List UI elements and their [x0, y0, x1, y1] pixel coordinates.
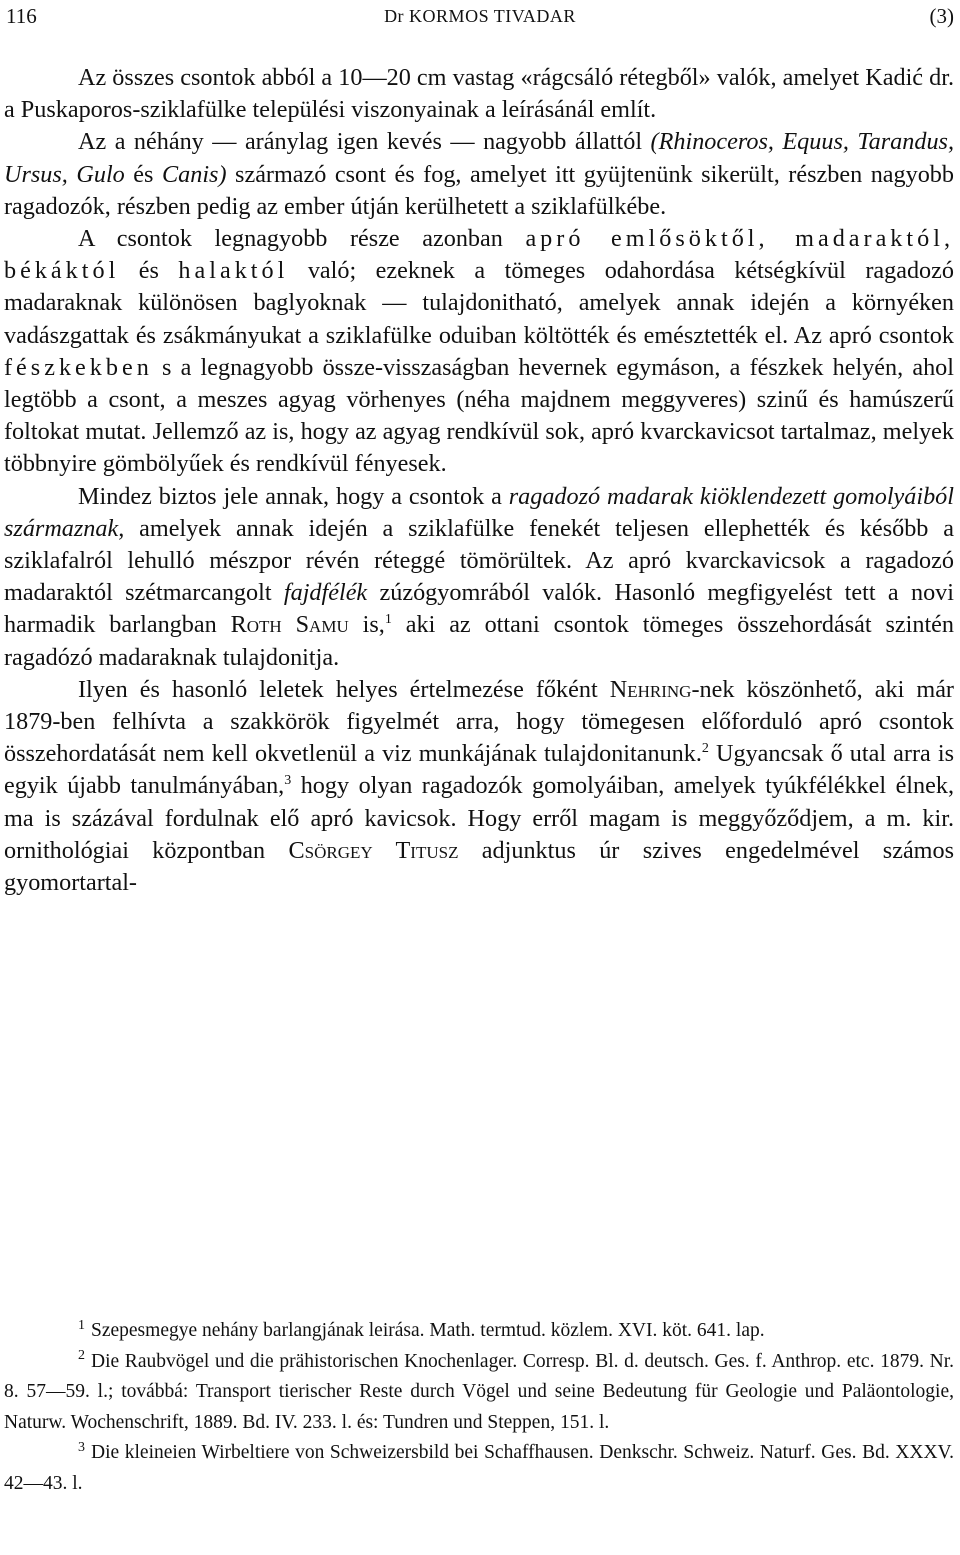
text-run: adjunktus úr szives engedelmével számos gyomortartal- [4, 836, 954, 897]
taxon-canis: Canis) [162, 160, 227, 188]
paragraph-1: Az összes csontok abból a 10—20 cm vastag «rágcsáló rétegből» valók, amelyet Kadić dr. a Puskaporos-sziklafülke települési viszonyainak a leírásánál említ. [4, 64, 954, 124]
text-run: zúzógyomrából valók. Hasonló megfigyelést tett a novi harmadik barlangban [4, 579, 954, 639]
section-number: (3) [929, 4, 954, 28]
paragraph-4 [4, 481, 954, 674]
footnote-2 [4, 1347, 954, 1439]
text-run: Ilyen és hasonló leletek helyes értelmezése főként [78, 675, 610, 703]
text-run: hogy olyan ragadozók gomolyáiban, amelyek tyúkfélékkel élnek, ma is százával fordulnak elő apró kavicsok. Hogy erről magam is meggyőződjem, a m. kir. ornithológiai központban [4, 772, 954, 864]
text-run: -nek köszönhető, aki már 1879-ben felhívta a szakkörök figyelmét arra, hogy tömegesen előforduló apró csontok összehordatását nem kell okvetlenül a viz munkájának tulajdonitanunk. [4, 675, 954, 768]
page-number: 116 [6, 4, 37, 28]
text-run: A csontok legnagyobb része azonban [78, 225, 526, 253]
footnote-mark: 1 [78, 1317, 85, 1333]
text-run: származó csont és fog, amelyet itt gyüjtenünk sikerült, részben nagyobb ragadozók, részben pedig az ember útján kerülhetett a sziklafülkébe. [4, 160, 954, 220]
text-run: amelyek annak idején a sziklafülke fenekét teljesen ellephették és később a sziklafalról lehulló mészpor révén réteggé tömörültek. Az apró kvarckavicsok a ragadozó madaraktól szétmarcangolt [4, 514, 954, 607]
text-run: Ugyancsak ő utal arra is egyik újabb tanulmányában, [4, 740, 954, 800]
body-text [4, 62, 954, 899]
footnote-1 [4, 1316, 954, 1347]
text-run: is, [348, 611, 385, 639]
footnote-3 [4, 1438, 954, 1499]
emphasis-spaced: apró emlősöktől, madaraktól, békáktól [4, 225, 954, 285]
footnote-ref: 2 [701, 741, 709, 757]
author-name: Csörgey Titusz [288, 836, 459, 864]
footnote-text: Szepesmegye nehány barlangjának leirása. Math. termtud. közlem. XVI. köt. 641. lap. [91, 1320, 765, 1341]
text-run: való; ezeknek a tömeges odahordása kétségkívül ragadozó madaraknak különösen baglyoknak — tulajdonitható, amelyek annak idején a környéken vadászgattak és zsákmányukat a sziklafülke oduiban költötték és emésztették el. Az apró csontok [4, 257, 954, 349]
paragraph-5 [4, 674, 954, 899]
text-run: és [119, 257, 179, 285]
running-title: Dr KORMOS TIVADAR [384, 6, 576, 26]
emphasis-italic: fajdfélék [283, 579, 368, 607]
footnote-text: Die Raubvögel und die prähistorischen Knochenlager. Corresp. Bl. d. deutsch. Ges. f. Anthrop. etc. 1879. Nr. 8. 57—59. l.; továbbá: Transport tierischer Reste durch Vögel und seine Bedeutung für Geologie und Paläontologie, Naturw. Wochenschrift, 1889. Bd. IV. 233. l. és: Tundren und Steppen, 151. l. [4, 1350, 954, 1433]
emphasis-italic: ragadozó madarak kiöklendezett gomolyáiból származnak, [4, 482, 954, 542]
text-run: és [124, 160, 162, 188]
footnote-text: Die kleineien Wirbeltiere von Schweizersbild bei Schaffhausen. Denkschr. Schweiz. Naturf. Ges. Bd. XXXV. 42—43. l. [4, 1442, 954, 1494]
text-run: s a legnagyobb össze-visszaságban hevernek egymáson, a fészkek helyén, ahol legtöbb a csont, a meszes agyag vörhenyes (néha majdnem meggyveres) szinű és hamúszerű foltokat mutat. Jellemző az is, hogy az agyag rendkívül sok, apró kvarckavicsot tartalmaz, melyek többnyire gömbölyűek és rendkívül fényesek. [4, 353, 954, 478]
footnotes [4, 1316, 954, 1499]
text-run: Mindez biztos jele annak, hogy a csontok a [78, 482, 509, 510]
emphasis-spaced: halaktól [178, 257, 289, 285]
taxa-italic: (Rhinoceros, Equus, Tarandus, Ursus, Gulo [4, 128, 954, 188]
footnote-mark: 2 [78, 1348, 85, 1363]
footnote-ref: 1 [384, 612, 392, 628]
author-name: Roth Samu [230, 611, 349, 639]
footnote-ref: 3 [284, 773, 292, 789]
page-header [6, 4, 954, 34]
paragraph-3 [4, 223, 954, 481]
text-run: aki az ottani csontok tömeges összehordását szintén ragadózó madaraknak tulajdonitja. [4, 611, 954, 671]
emphasis-spaced: fészkekben [4, 353, 153, 381]
paragraph-2 [4, 126, 954, 223]
footnote-mark: 3 [78, 1439, 85, 1455]
author-name: Nehring [609, 675, 692, 703]
text-run: Az a néhány — aránylag igen kevés — nagyobb állattól [78, 128, 651, 156]
